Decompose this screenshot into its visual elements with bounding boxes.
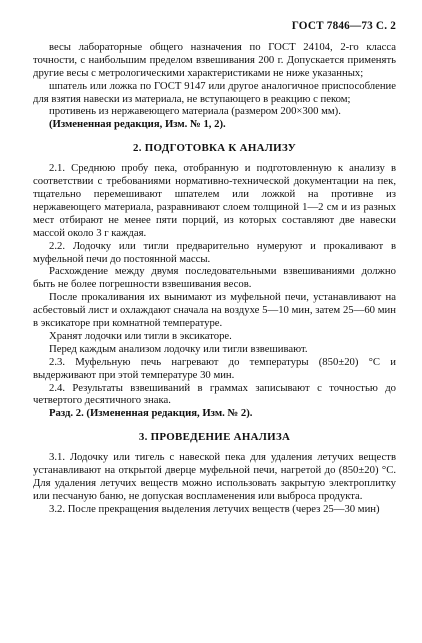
intro-paragraph-tray: противень из нержавеющего материала (размером 200×300 мм).	[49, 105, 341, 118]
paragraph-weighing: Перед каждым анализом лодочку или тигли взвешивают.	[49, 342, 308, 355]
section-3-title: 3. ПРОВЕДЕНИЕ АНАЛИЗА	[138, 431, 291, 444]
paragraph-2-4: 2.4. Результаты взвешиваний в граммах записывают с точностью до четвертого десятичного знака.	[33, 381, 396, 407]
section-2-title: 2. ПОДГОТОВКА К АНАЛИЗУ	[132, 142, 297, 155]
paragraph-after-calcination: После прокаливания их вынимают из муфельной печи, устанавливают на асбестовый лист и охлаждают сначала на воздухе 5—10 мин, затем 25—60 мин в эксикаторе при комнатной температуре.	[33, 291, 396, 330]
intro-amendment-note: (Измененная редакция, Изм. № 1, 2).	[49, 118, 226, 131]
paragraph-storage: Хранят лодочки или тигли в эксикаторе.	[49, 329, 232, 342]
section-2-amendment-note: Разд. 2. (Измененная редакция, Изм. № 2).	[49, 407, 253, 420]
paragraph-2-3: 2.3. Муфельную печь нагревают до температуры (850±20) °С и выдерживают при этой температуре 30 мин.	[33, 355, 396, 381]
paragraph-3-1: 3.1. Лодочку или тигель с навеской пека для удаления летучих веществ устанавливают на открытой дверце муфельной печи, нагретой до (850±20) °С. Для удаления летучих веществ можно использовать закрытую электроплитку или песчаную баню, не допуская воспламенения или выброса продукта.	[33, 451, 396, 502]
paragraph-3-2: 3.2. После прекращения выделения летучих веществ (через 25—30 мин)	[49, 502, 380, 515]
paragraph-2-2: 2.2. Лодочку или тигли предварительно нумеруют и прокаливают в муфельной печи до постоянной массы.	[33, 239, 396, 265]
intro-paragraph-scales: весы лабораторные общего назначения по ГОСТ 24104, 2-го класса точности, с наибольшим пределом взвешивания 200 г. Допускается применять другие весы с метрологическими характеристиками не ниже указанных;	[33, 40, 396, 79]
paragraph-2-1: 2.1. Среднюю пробу пека, отобранную и подготовленную к анализу в соответствии с требованиями нормативно-технической документации на пек, тщательно перемешивают шпателем или ложкой на противне из нержавеющего материала, разравнивают слоем толщиной 1—2 см и из разных мест отбирают не менее пяти порций, из которых составляют две навески массой около 3 г каждая.	[33, 162, 396, 239]
paragraph-difference: Расхождение между двумя последовательными взвешиваниями должно быть не более погрешности взвешивания весов.	[33, 265, 396, 291]
page-header: ГОСТ 7846—73 С. 2	[291, 20, 396, 32]
intro-paragraph-spatula: шпатель или ложка по ГОСТ 9147 или другое аналогичное приспособление для взятия навески из материала, не вступающего в реакцию с пеком;	[33, 79, 396, 105]
